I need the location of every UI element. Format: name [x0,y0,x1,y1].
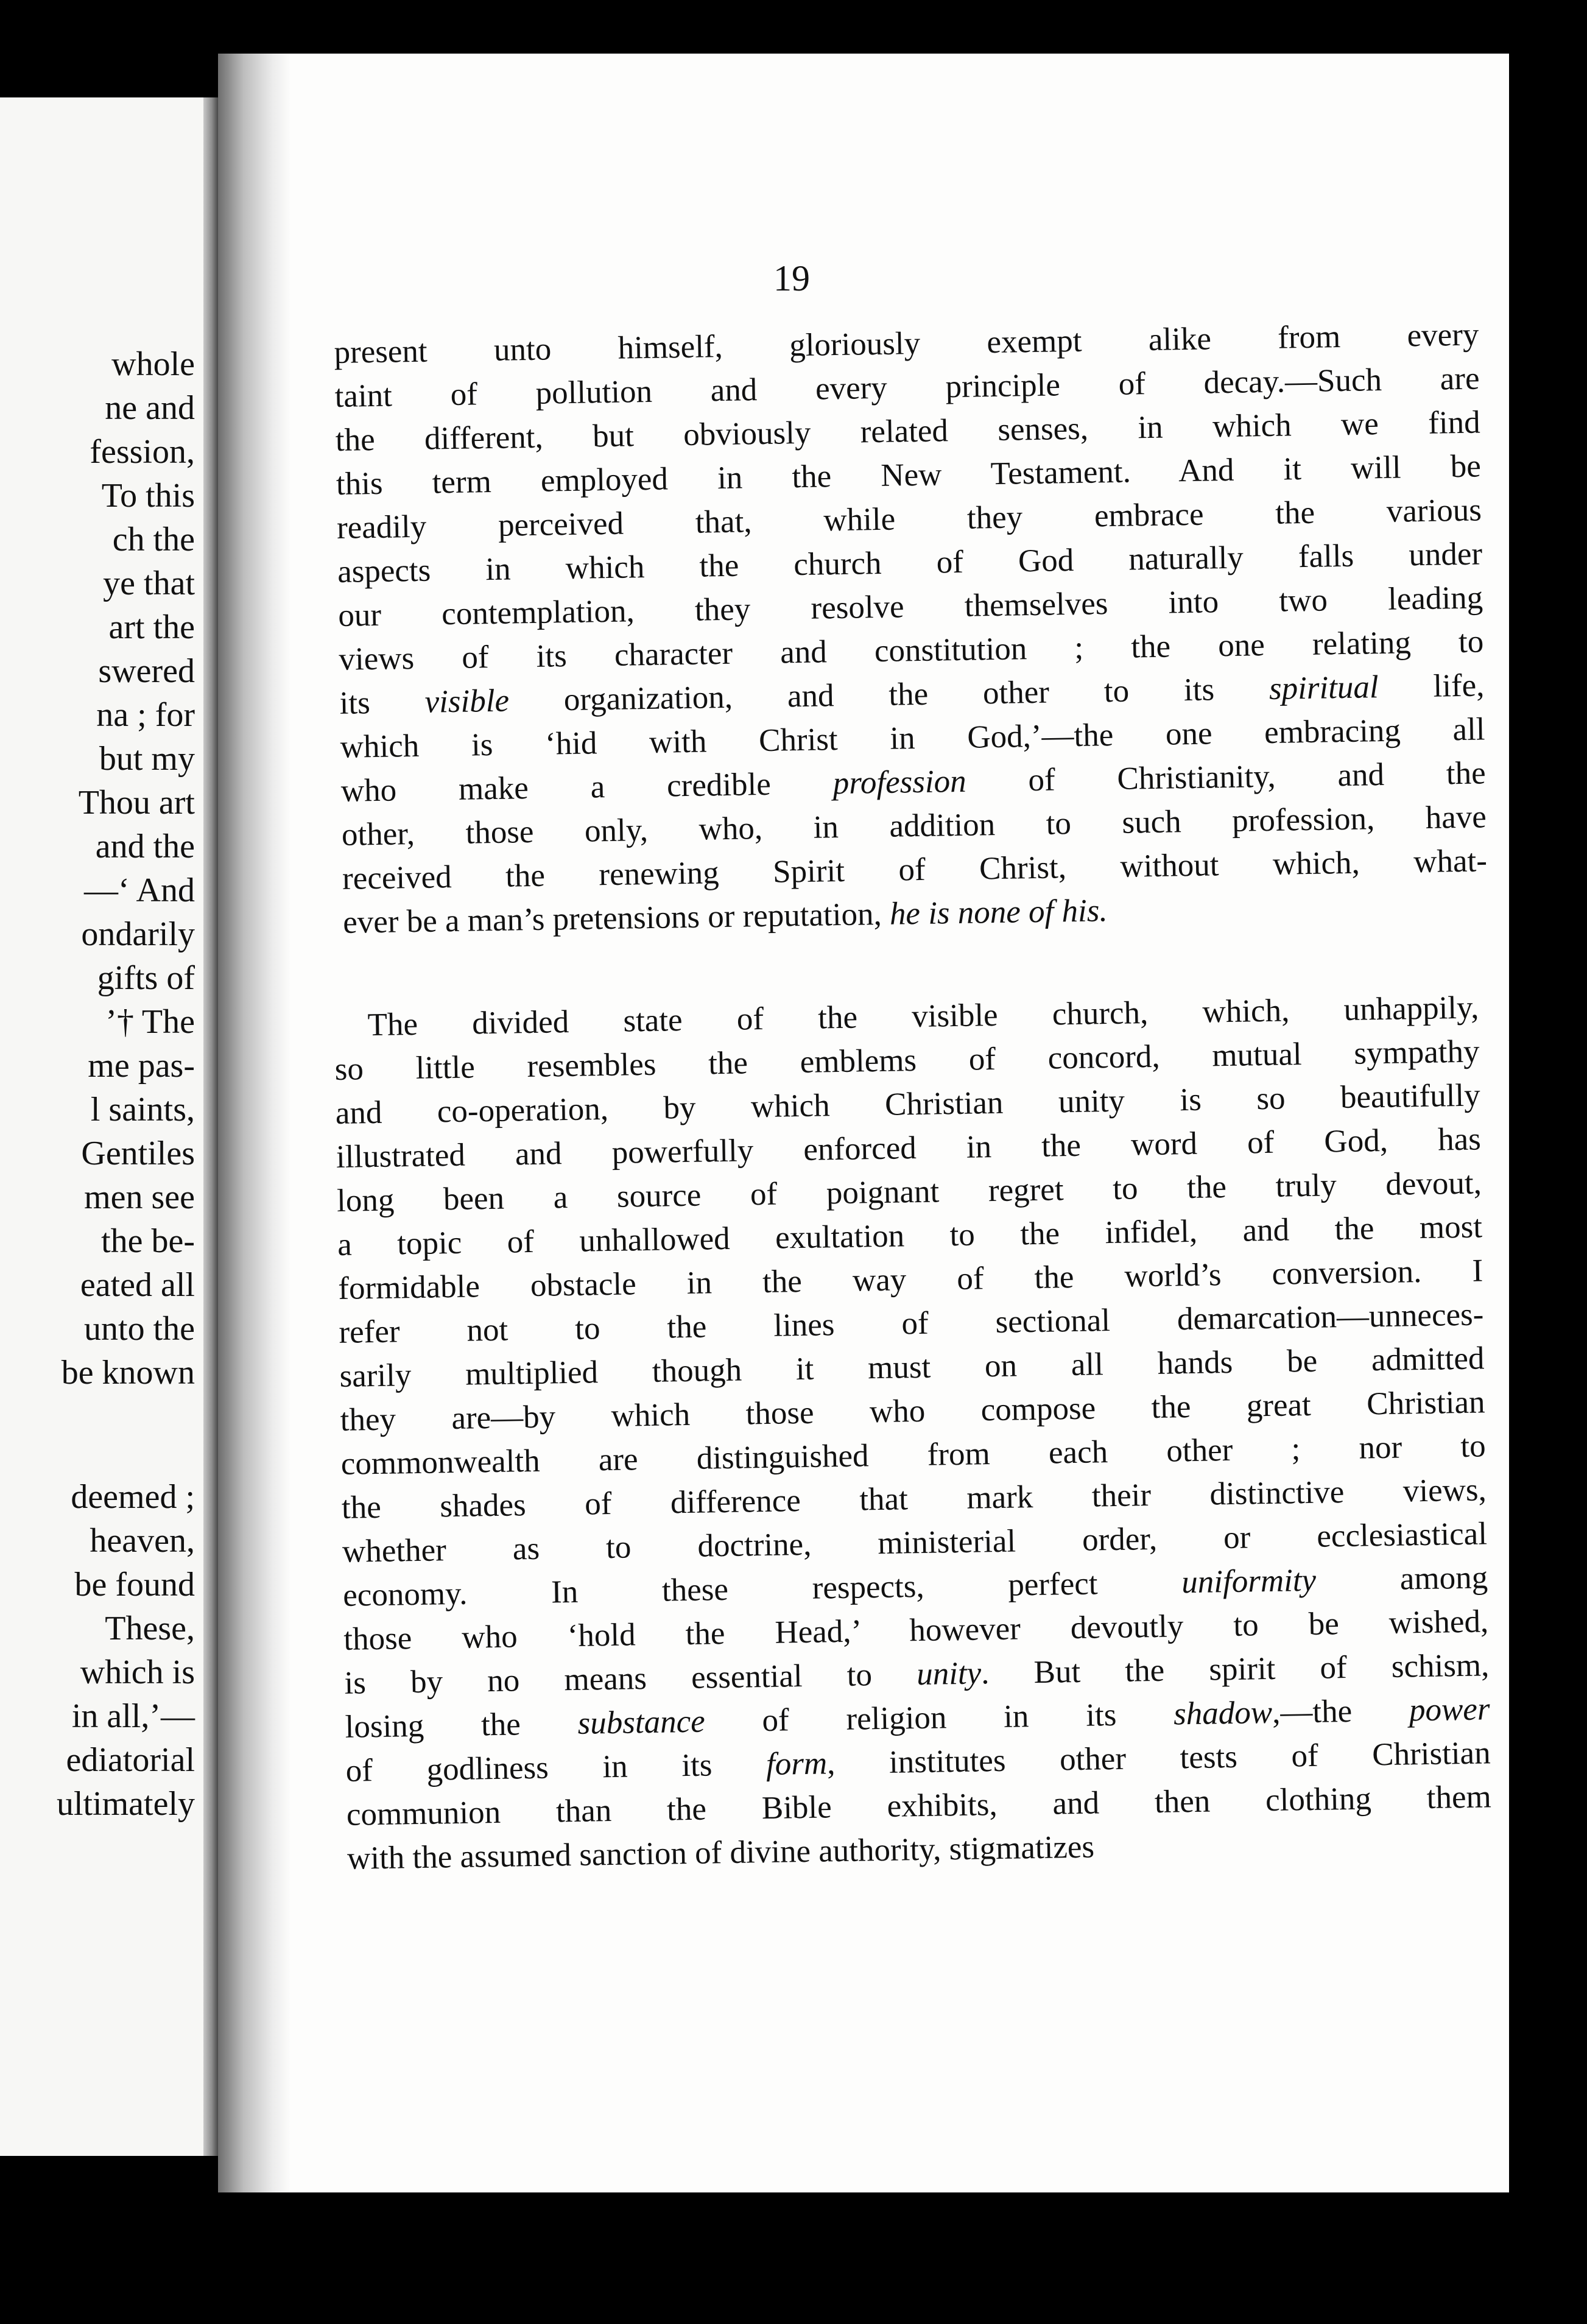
text-run: of godliness in its [345,1747,767,1789]
page-number: 19 [773,258,810,298]
italic-text: profession [832,763,967,801]
previous-page-line: l saints, [90,1091,195,1129]
text-run: whether as to doctrine, ministerial order, or ecclesiastical [342,1516,1488,1569]
text-run: The divided state of the visible church, which, unhappily, [367,990,1479,1043]
previous-page-line: ’† The [105,1003,195,1041]
text-run: aspects in which the church of God naturally falls under [337,536,1483,590]
text-run: , institutes other tests of Christian [826,1735,1491,1781]
italic-text: shadow [1173,1694,1273,1732]
paragraph-1 [334,312,1488,944]
previous-page-line: gifts of [97,959,195,997]
previous-page-line: men see [84,1178,195,1216]
previous-page-line: ediatorial [66,1741,195,1779]
previous-page-line: —‘ And [84,872,195,909]
previous-page-line: unto the [84,1310,195,1348]
text-run: its [339,684,426,721]
text-run: the shades of difference that mark their distinctive views, [341,1472,1487,1526]
text-run: life, [1378,667,1485,705]
text-run: who make a credible [340,766,834,809]
previous-page-line: fession, [90,433,195,471]
previous-page-line: me pas- [88,1047,195,1085]
text-run: those who ‘hold the Head,’ however devoutly to be wished, [343,1604,1489,1657]
previous-page-line: in all,’— [71,1697,195,1735]
text-run: losing the [345,1705,579,1745]
text-run: sarily multiplied though it must on all hands be admitted [339,1340,1485,1394]
current-page [218,54,1509,2192]
previous-page-line: ne and [105,389,195,427]
text-run: and co-operation, by which Christian unity is so beautifully [335,1077,1481,1131]
text-run: refer not to the lines of sectional demarcation—unneces- [339,1297,1484,1350]
text-run: present unto himself, gloriously exempt alike from every [334,317,1479,370]
italic-text: form [765,1745,828,1782]
text-run: readily perceived that, while they embrace the various [336,492,1482,546]
previous-page-line: swered [98,652,195,690]
text-run: of religion in its [705,1696,1174,1739]
text-run: . But the spirit of schism, [980,1647,1490,1691]
gutter-shadow [218,54,291,2192]
text-run: ,—the [1272,1692,1410,1730]
italic-text: power [1409,1691,1490,1728]
text-run: views of its character and constitution ; the one relating to [339,624,1484,677]
previous-page-fragment [0,97,219,2156]
text-run: they are—by which those who compose the great Christian [340,1384,1485,1438]
text-run: illustrated and powerfully enforced in the word of God, has [336,1121,1482,1175]
text-run: which is ‘hid with Christ in God,’—the one embracing all [340,711,1485,765]
previous-page-line: Gentiles [81,1135,195,1172]
text-run: organization, and the other to its [508,671,1270,719]
italic-text: visible [424,683,510,720]
italic-text: he is none of his. [889,893,1108,932]
previous-page-line: heaven, [90,1522,195,1560]
previous-page-line: the be- [101,1222,195,1260]
previous-page-line: ondarily [81,915,195,953]
text-run: is by no means essential to [344,1657,917,1701]
previous-page-line: but my [99,740,195,778]
text-run: this term employed in the New Testament. And it will be [336,448,1482,502]
previous-page-line: be known [61,1354,195,1392]
previous-page-line: which is [80,1653,195,1691]
text-run: received the renewing Spirit of Christ, without which, what- [342,843,1488,896]
previous-page-line: deemed ; [71,1478,195,1516]
previous-page-line: Thou art [78,784,195,822]
text-run: taint of pollution and every principle of decay.—Such are [334,361,1480,414]
text-run: formidable obstacle in the way of the world’s conversion. I [337,1253,1483,1306]
italic-text: uniformity [1181,1562,1317,1600]
text-run: with the assumed sanction of divine authority, stigmatizes [347,1829,1095,1876]
italic-text: substance [577,1703,706,1741]
text-run: so little resembles the emblems of concord, mutual sympathy [334,1033,1480,1087]
text-run: of Christianity, and the [966,755,1487,799]
previous-page-line: be found [74,1566,195,1604]
text-run: economy. In these respects, perfect [342,1565,1182,1613]
previous-page-line: These, [105,1610,195,1647]
text-run: long been a source of poignant regret to the truly devout, [336,1165,1482,1219]
text-run: among [1315,1560,1488,1598]
previous-page-line: whole [111,345,195,383]
previous-page-line: art the [108,608,195,646]
previous-page-line: ultimately [56,1785,195,1823]
text-run: our contemplation, they resolve themselves into two leading [337,580,1483,633]
previous-page-line: ch the [112,521,195,558]
previous-page-line: eated all [80,1266,195,1304]
previous-page-line: To this [101,477,195,515]
previous-page-line: na ; for [96,696,195,734]
italic-text: unity [916,1655,982,1692]
previous-page-line: ye that [103,565,195,602]
previous-page-line: and the [95,828,195,865]
italic-text: spiritual [1269,669,1379,706]
text-run: other, those only, who, in addition to such profession, have [341,799,1487,853]
text-run: commonwealth are distinguished from each other ; nor to [340,1428,1487,1482]
page-fold-shadow [203,97,219,2156]
text-run: ever be a man’s pretensions or reputation, [342,896,890,940]
text-run: a topic of unhallowed exultation to the infidel, and the most [337,1209,1483,1262]
paragraph-2 [334,985,1492,1880]
text-run: communion than the Bible exhibits, and then clothing them [346,1779,1492,1833]
text-run: the different, but obviously related senses, in which we find [335,404,1481,458]
